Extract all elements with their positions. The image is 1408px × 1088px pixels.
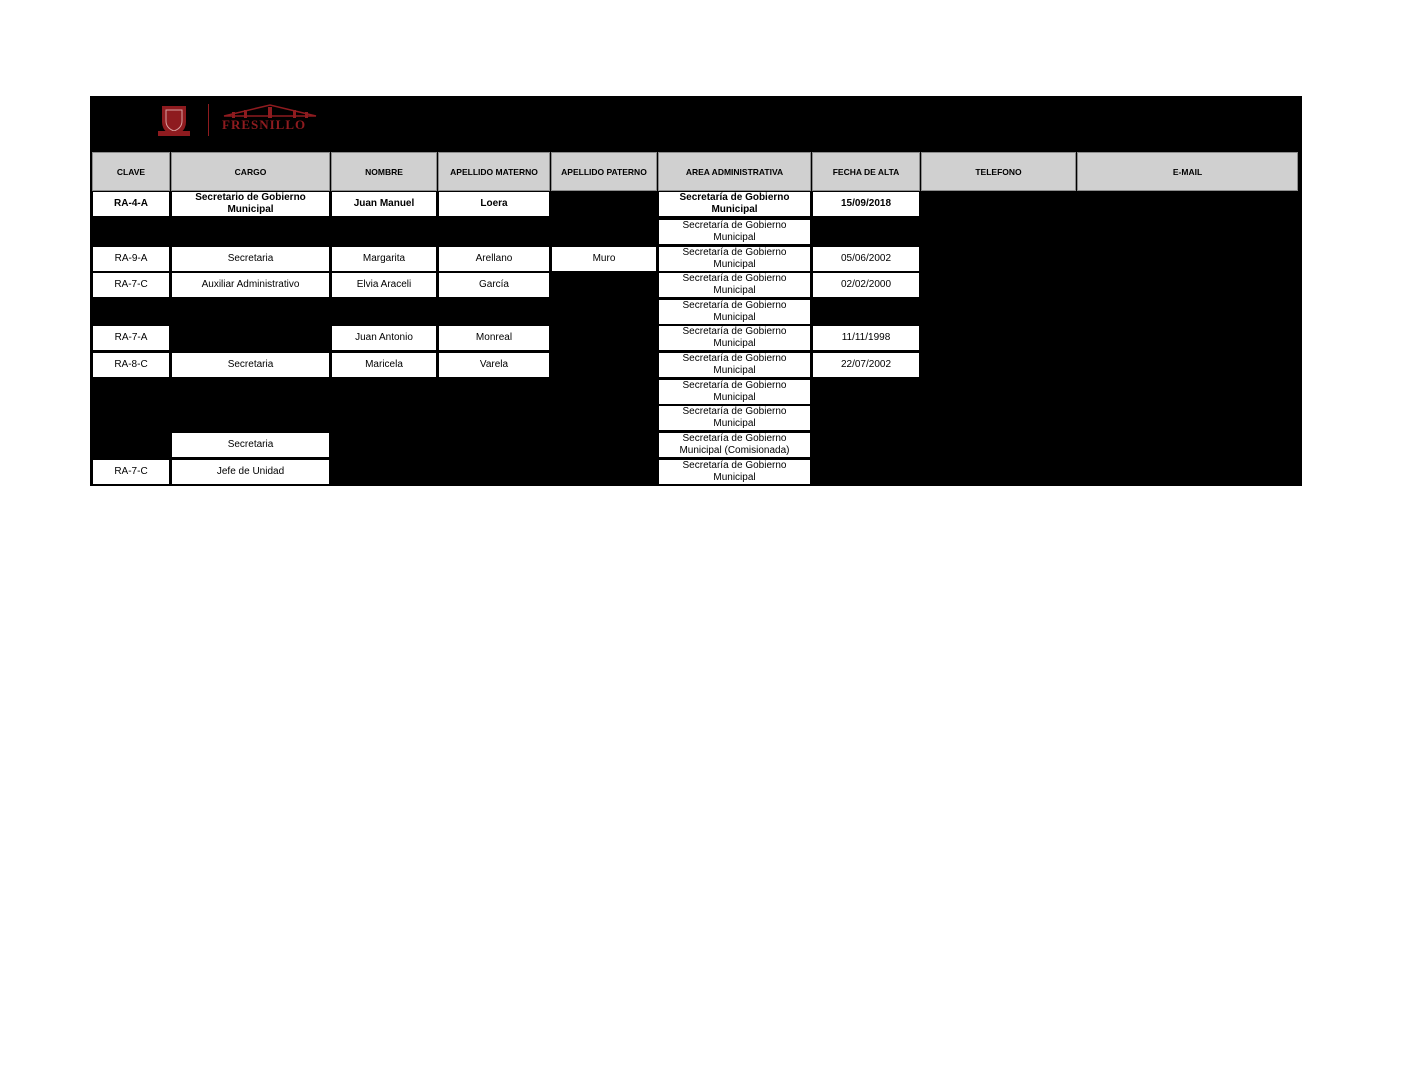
- table-cell-area: Secretaría de Gobierno Municipal: [658, 246, 811, 272]
- table-cell-cargo: Secretaria: [171, 352, 330, 378]
- table-cell-clave: RA-7-C: [92, 459, 170, 485]
- table-cell-fecha: 22/07/2002: [812, 352, 920, 378]
- table-cell-cargo: Jefe de Unidad: [171, 459, 330, 485]
- table-cell-materno: García: [438, 272, 550, 298]
- column-header: CLAVE: [92, 152, 170, 191]
- table-cell-area: Secretaría de Gobierno Municipal: [658, 325, 811, 351]
- column-header: APELLIDO MATERNO: [438, 152, 550, 191]
- city-name: FRESNILLO: [222, 117, 307, 132]
- table-cell-fecha: 11/11/1998: [812, 325, 920, 351]
- table-cell-clave: RA-8-C: [92, 352, 170, 378]
- table-cell-paterno: Muro: [551, 246, 657, 272]
- table-cell-area: Secretaría de Gobierno Municipal: [658, 219, 811, 245]
- table-cell-materno: Loera: [438, 191, 550, 217]
- table-cell-fecha: 02/02/2000: [812, 272, 920, 298]
- column-header: APELLIDO PATERNO: [551, 152, 657, 191]
- table-cell-fecha: 15/09/2018: [812, 191, 920, 217]
- column-header: CARGO: [171, 152, 330, 191]
- table-cell-nombre: Elvia Araceli: [331, 272, 437, 298]
- table-cell-nombre: Maricela: [331, 352, 437, 378]
- table-cell-materno: Monreal: [438, 325, 550, 351]
- table-cell-cargo: Secretaria: [171, 246, 330, 272]
- table-cell-area: Secretaría de Gobierno Municipal: [658, 459, 811, 485]
- table-cell-materno: Varela: [438, 352, 550, 378]
- logo-bar: [90, 96, 1302, 152]
- table-cell-clave: RA-7-C: [92, 272, 170, 298]
- table-cell-area: Secretaría de Gobierno Municipal: [658, 352, 811, 378]
- table-cell-cargo: Secretario de Gobierno Municipal: [171, 191, 330, 217]
- table-cell-nombre: Margarita: [331, 246, 437, 272]
- municipal-seal-icon: [154, 102, 194, 138]
- column-header: E-MAIL: [1077, 152, 1298, 191]
- table-cell-clave: RA-7-A: [92, 325, 170, 351]
- table-cell-cargo: Auxiliar Administrativo: [171, 272, 330, 298]
- table-cell-area: Secretaría de Gobierno Municipal: [658, 405, 811, 431]
- table-cell-area: Secretaría de Gobierno Municipal: [658, 272, 811, 298]
- table-cell-fecha: 05/06/2002: [812, 246, 920, 272]
- table-cell-clave: RA-9-A: [92, 246, 170, 272]
- table-cell-cargo: Secretaria: [171, 432, 330, 458]
- table-cell-area: Secretaría de Gobierno Municipal: [658, 299, 811, 325]
- column-header: AREA ADMINISTRATIVA: [658, 152, 811, 191]
- table-cell-nombre: Juan Antonio: [331, 325, 437, 351]
- table-cell-area: Secretaría de Gobierno Municipal (Comisionada): [658, 432, 811, 458]
- column-header: TELEFONO: [921, 152, 1076, 191]
- column-header: NOMBRE: [331, 152, 437, 191]
- logo-divider: [208, 104, 209, 136]
- table-cell-nombre: Juan Manuel: [331, 191, 437, 217]
- table-cell-materno: Arellano: [438, 246, 550, 272]
- table-cell-area: Secretaría de Gobierno Municipal: [658, 191, 811, 217]
- table-cell-clave: RA-4-A: [92, 191, 170, 217]
- table-cell-area: Secretaría de Gobierno Municipal: [658, 379, 811, 405]
- staff-table-sheet: [90, 96, 1302, 486]
- column-header: FECHA DE ALTA: [812, 152, 920, 191]
